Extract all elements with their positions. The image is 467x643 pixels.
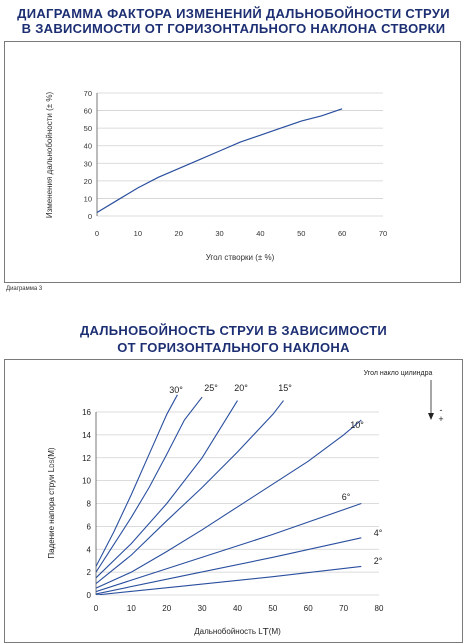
chart1-y-tick-label: 0 [87, 212, 92, 221]
chart2-series-line [96, 420, 361, 588]
chart2-x-axis-label: Дальнобойность LT(M) [194, 627, 281, 638]
chart2-x-tick-label: 70 [339, 604, 349, 613]
chart1-title-line2: В ЗАВИСИМОСТИ ОТ ГОРИЗОНТАЛЬНОГО НАКЛОНА СТВОРКИ [21, 21, 446, 36]
chart2-y-tick-label: 8 [86, 499, 91, 509]
chart2-y-axis-label: Падение напора струи LDS(M) [47, 447, 56, 559]
chart2-x-tick-label: 80 [374, 604, 384, 613]
chart2-legend-plus: + [438, 414, 444, 424]
chart2-x-tick-label: 0 [93, 604, 99, 613]
chart1-y-tick-label: 70 [83, 89, 92, 98]
chart2-x-tick-label: 40 [233, 604, 242, 613]
chart1-y-tick-label: 30 [83, 159, 92, 169]
chart2-series-label: 30° [169, 385, 183, 395]
chart1-x-tick-label: 30 [215, 229, 224, 238]
chart2-series-line [96, 538, 361, 594]
chart2-x-tick-label: 30 [197, 604, 207, 613]
chart2-y-tick-label: 0 [86, 591, 91, 600]
chart1-x-tick-label: 70 [378, 229, 388, 238]
chart2-series-label: 25° [204, 383, 218, 393]
chart2-y-tick-label: 12 [82, 453, 91, 463]
chart1-y-tick-label: 40 [83, 141, 92, 151]
chart1-y-tick-label: 50 [83, 124, 92, 134]
chart1-title-line1: ДИАГРАММА ФАКТОРА ИЗМЕНЕНИЙ ДАЛЬНОБОЙНОСТИ СТРУИ [17, 6, 450, 21]
chart1-y-tick-label: 20 [83, 176, 92, 186]
chart2-y-tick-label: 16 [82, 408, 91, 417]
chart2-y-tick-label: 14 [82, 430, 91, 440]
chart2-x-tick-label: 60 [303, 604, 313, 613]
chart1-x-tick-label: 50 [297, 229, 306, 238]
chart2-y-tick-label: 10 [82, 476, 91, 486]
chart1-x-tick-label: 10 [133, 229, 143, 238]
chart1-y-axis-label: Изменения дальнобойности (± %) [45, 91, 54, 219]
chart1-x-axis-label: Угол створки (± %) [205, 253, 275, 262]
chart2-x-tick-label: 10 [126, 604, 136, 613]
chart1-x-tick-label: 40 [256, 229, 265, 238]
chart2-title-line2: ОТ ГОРИЗОНТАЛЬНОГО НАКЛОНА [117, 340, 350, 355]
chart2-title-line1: ДАЛЬНОБОЙНОСТЬ СТРУИ В ЗАВИСИМОСТИ [79, 323, 388, 338]
chart2-x-tick-label: 20 [162, 604, 172, 613]
chart2-series-label: 4° [373, 528, 383, 538]
chart2-legend-arrowhead [428, 413, 434, 420]
chart2-series-line [96, 397, 202, 572]
chart2-x-tick-label: 50 [268, 604, 278, 613]
chart2-legend-label: Угол накло цилиндра [363, 370, 433, 377]
chart1-caption: Диаграмма 3 [6, 286, 43, 292]
chart2-series-line [96, 504, 361, 592]
chart2-series-label: 20° [234, 383, 248, 393]
chart2-y-tick-label: 2 [86, 568, 91, 578]
chart2-series-label: 2° [373, 556, 383, 566]
chart1-y-tick-label: 10 [83, 194, 92, 204]
chart2-series-label: 10° [350, 420, 364, 430]
chart2-series-label: 6° [341, 492, 351, 502]
chart1-y-tick-label: 60 [83, 106, 92, 116]
chart2-series-label: 15° [278, 383, 292, 393]
chart1-x-tick-label: 0 [94, 229, 100, 238]
chart2-series-line [96, 401, 284, 584]
chart2-y-tick-label: 6 [86, 522, 91, 532]
chart1-x-tick-label: 20 [174, 229, 183, 238]
chart2-legend-minus: - [439, 405, 443, 415]
chart1-x-tick-label: 60 [337, 229, 347, 238]
chart2-series-line [96, 566, 361, 595]
chart2-y-tick-label: 4 [86, 545, 91, 555]
